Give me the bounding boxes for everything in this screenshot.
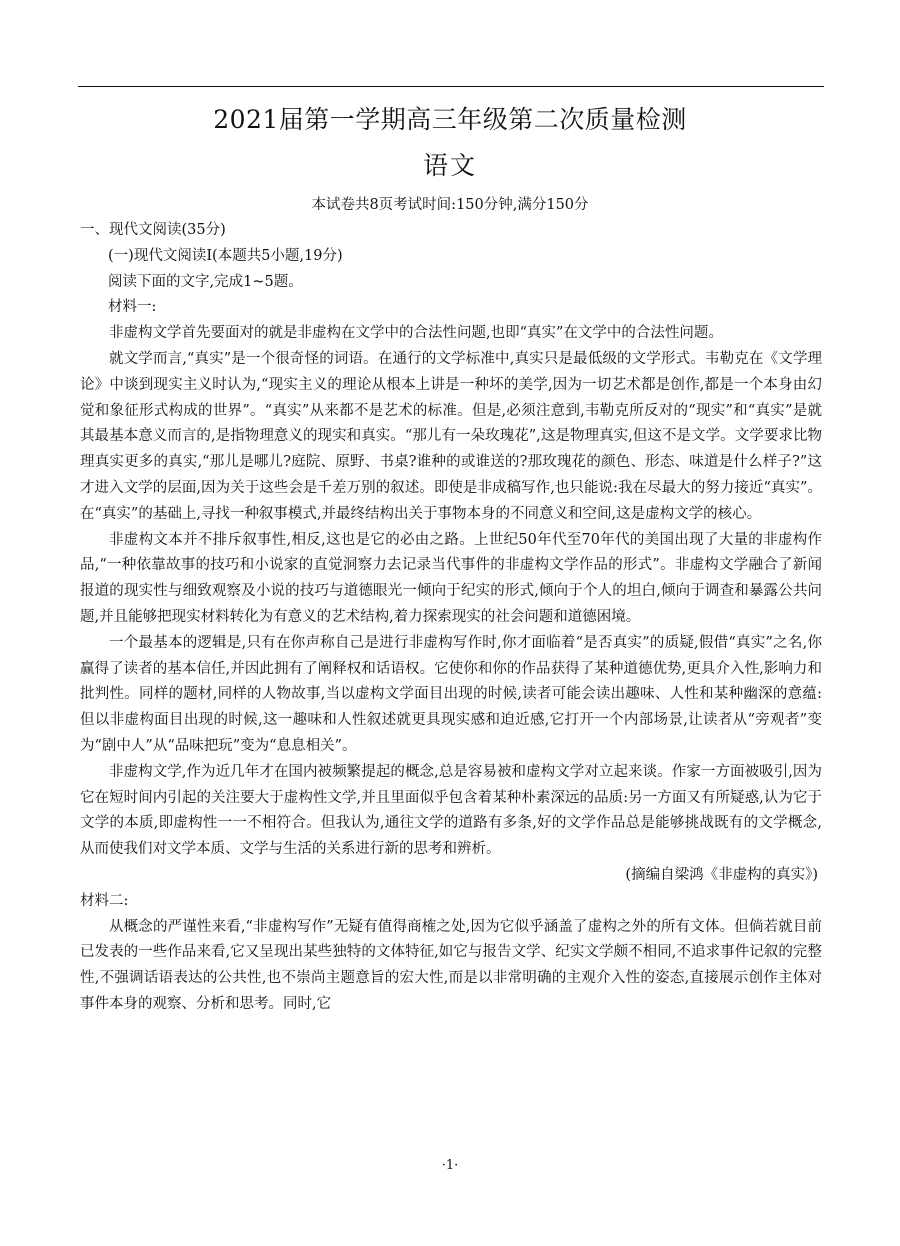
material-one-paragraph: 就文学而言,“真实”是一个很奇怪的词语。在通行的文学标准中,真实只是最低级的文学形式。韦勒克在《文学理论》中谈到现实主义时认为,“现实主义的理论从根本上讲是一种坏的美学,因为一切艺术都是创作,都是一个本身由幻觉和象征形式构成的世界”。“真实”从来都不是艺术的标准。但是,必须注意到,韦勒克所反对的“现实”和“真实”是就其最基本意义而言的,是指物理意义的现实和真实。“那儿有一朵玫瑰花”,这是物理真实,但这不是文学。文学要求比物理真实更多的真实,“那儿是哪儿?庭院、原野、书桌?谁种的或谁送的?那玫瑰花的颜色、形态、味道是什么样子?”这才进入文学的层面,因为关于这些会是千差万别的叙述。即使是非成稿写作,也只能说:我在尽最大的努力接近“真实”。在“真实”的基础上,寻找一种叙事模式,并最终结构出关于事物本身的不同意义和空间,这是虚构文学的核心。	[80, 350, 822, 522]
material-one-label: 材料一:	[108, 299, 157, 316]
material-one-paragraph: 非虚构文本并不排斥叙事性,相反,这也是它的必由之路。上世纪50年代至70年代的美国出现了大量的非虚构作品,“一种依靠故事的技巧和小说家的直觉洞察力去记录当代事件的非虚构文学作品的形式”。非虚构文学融合了新闻报道的现实性与细致观察及小说的技巧与道德眼光一倾向于纪实的形式,倾向于个人的坦白,倾向于调查和暴露公共问题,并且能够把现实材料转化为有意义的艺术结构,着力探索现实的社会问题和道德困境。	[80, 531, 822, 625]
material-one-paragraph: 非虚构文学首先要面对的就是非虚构在文学中的合法性问题,也即“真实”在文学中的合法性问题。	[109, 325, 723, 342]
exam-title: 2021届第一学期高三年级第二次质量检测	[213, 105, 687, 134]
reading-instruction: 阅读下面的文字,完成1~5题。	[108, 273, 303, 290]
section-heading: 一、现代文阅读(35分)	[80, 222, 226, 238]
page-number: ·1·	[441, 1158, 459, 1173]
material-one-source: (摘编自梁鸿《非虚构的真实》)	[625, 866, 818, 883]
section-subheading: (一)现代文阅读Ⅰ(本题共5小题,19分)	[108, 247, 343, 264]
exam-body	[80, 218, 822, 1018]
exam-info: 本试卷共8页考试时间:150分钟,满分150分	[311, 197, 589, 213]
material-two-label: 材料二:	[80, 892, 129, 909]
material-one-paragraph: 非虚构文学,作为近几年才在国内被频繁提起的概念,总是容易被和虚构文学对立起来谈。作家一方面被吸引,因为它在短时间内引起的关注要大于虚构性文学,并且里面似乎包含着某种朴素深远的品质:另一方面又有所疑惑,认为它于文学的本质,即虚构性一一不相符合。但我认为,通往文学的道路有多条,好的文学作品总是能够挑战既有的文学概念,从而使我们对文学本质、文学与生活的关系进行新的思考和辨析。	[80, 763, 822, 858]
material-one-paragraph: 一个最基本的逻辑是,只有在你声称自己是进行非虚构写作时,你才面临着“是否真实”的质疑,假借“真实”之名,你赢得了读者的基本信任,并因此拥有了阐释权和话语权。它使你和你的作品获得了某种道德优势,更具介入性,影响力和批判性。同样的题材,同样的人物故事,当以虚构文学面目出现的时候,读者可能会读出趣味、人性和某种幽深的意蕴:但以非虚构面目出现的时候,这一趣味和人性叙述就更具现实感和迫近感,它打开一个内部场景,让读者从“旁观者”变为“剧中人”从“品味把玩”变为“息息相关”。	[80, 634, 822, 754]
subject-title: 语文	[422, 151, 477, 180]
header-rule	[78, 86, 824, 87]
material-two-paragraph: 从概念的严谨性来看,“非虚构写作”无疑有值得商榷之处,因为它似乎涵盖了虚构之外的所有文体。但倘若就目前已发表的一些作品来看,它又呈现出某些独特的文体特征,如它与报告文学、纪实文学颇不相同,不追求事件记叙的完整性,不强调话语表达的公共性,也不崇尚主题意旨的宏大性,而是以非常明确的主观介入性的姿态,直接展示创作主体对事件本身的观察、分析和思考。同时,它	[80, 918, 822, 1012]
